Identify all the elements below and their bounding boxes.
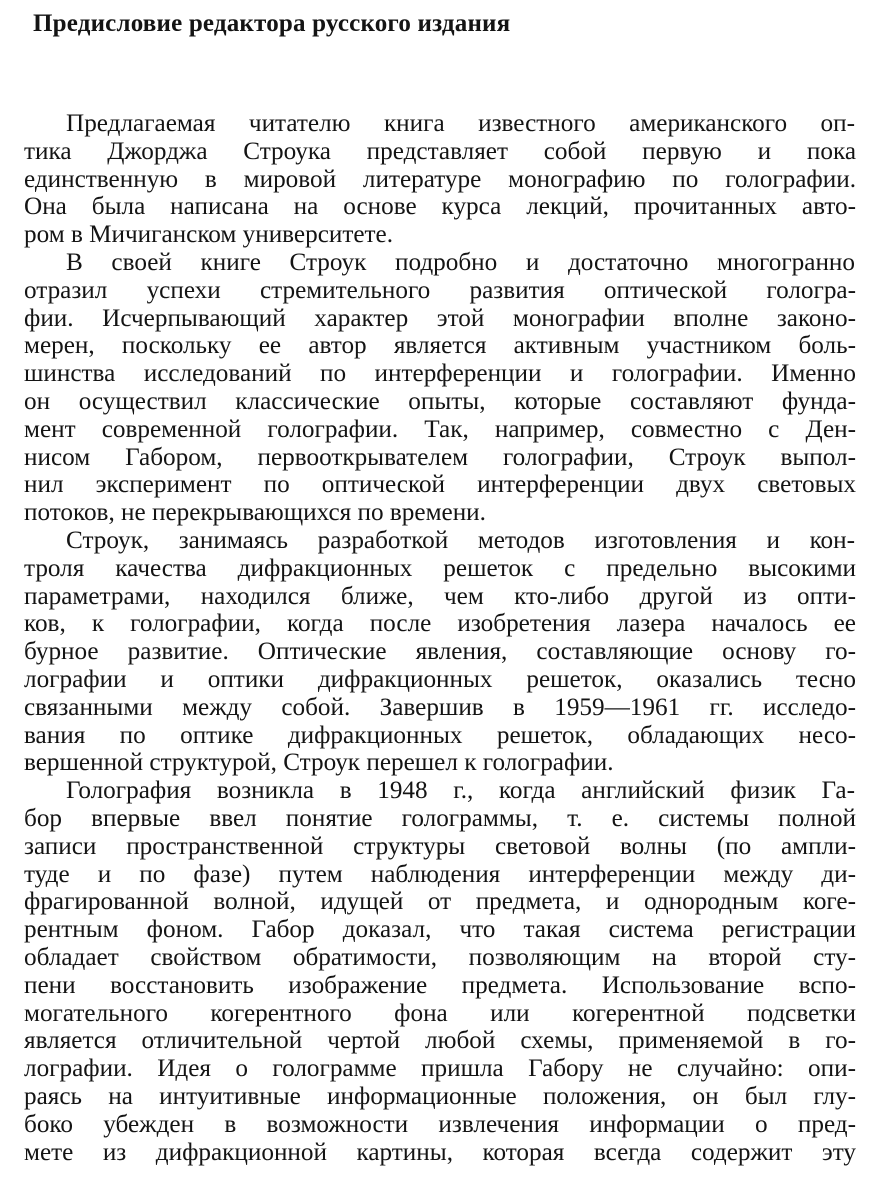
text-line: мете из дифракционной картины, которая всегда содержит эту [24, 1138, 856, 1166]
text-line: туде и по фазе) путем наблюдения интерференции между ди- [24, 860, 856, 888]
text-line: фрагированной волной, идущей от предмета, и однородным коге- [24, 888, 856, 916]
page-heading: Предисловие редактора русского издания [33, 10, 511, 37]
text-line: боко убежден в возможности извлечения информации о пред- [24, 1110, 856, 1138]
text-line: бор впервые ввел понятие голограммы, т. е. системы полной [24, 805, 856, 832]
text-line: тика Джорджа Строука представляет собой первую и пока [24, 137, 856, 165]
text-line: фии. Исчерпывающий характер этой монографии вполне законо- [24, 304, 856, 332]
text-line: могательного когерентного фона или когерентной подсветки [24, 999, 856, 1027]
text-line: вершенной структурой, Строук перешел к голографии. [24, 749, 614, 777]
text-line: вания по оптике дифракционных решеток, обладающих несо- [24, 721, 856, 749]
text-line: Предлагаемая читателю книга известного американского оп- [66, 110, 855, 137]
text-line: Голография возникла в 1948 г., когда английский физик Га- [66, 777, 855, 805]
text-line: является отличительной чертой любой схемы, применяемой в го- [24, 1027, 856, 1055]
text-line: шинства исследований по интерференции и голографии. Именно [24, 360, 856, 388]
text-line: потоков, не перекрывающихся по времени. [24, 499, 486, 527]
text-line: нисом Габором, первооткрывателем голографии, Строук выпол- [24, 443, 856, 471]
text-line: нил эксперимент по оптической интерференции двух световых [24, 471, 856, 499]
text-line: отразил успехи стремительного развития оптической гологра- [24, 276, 856, 304]
text-line: В своей книге Строук подробно и достаточно многогранно [66, 249, 855, 276]
text-line: связанными между собой. Завершив в 1959—1961 гг. исследо- [24, 693, 856, 721]
text-line: троля качества дифракционных решеток с предельно высокими [24, 554, 856, 582]
text-line: лографии и оптики дифракционных решеток, оказались тесно [24, 666, 856, 693]
text-line: Она была написана на основе курса лекций, прочитанных авто- [24, 193, 856, 221]
text-line: записи пространственной структуры световой волны (по ампли- [24, 832, 856, 860]
text-line: ром в Мичиганском университете. [24, 221, 394, 249]
text-line: единственную в мировой литературе монографию по голографии. [24, 165, 856, 193]
text-line: бурное развитие. Оптические явления, составляющие основу го- [24, 638, 856, 666]
text-line: обладает свойством обратимости, позволяющим на второй сту- [24, 944, 856, 971]
text-line: ков, к голографии, когда после изобретения лазера началось ее [24, 610, 856, 638]
text-line: раясь на интуитивные информационные положения, он был глу- [24, 1083, 856, 1110]
text-line: мерен, поскольку ее автор является активным участником боль- [24, 332, 856, 360]
text-line: рентным фоном. Габор доказал, что такая система регистрации [24, 916, 856, 944]
text-line: мент современной голографии. Так, например, совместно с Ден- [24, 415, 856, 443]
text-line: он осуществил классические опыты, которые составляют фунда- [24, 388, 856, 415]
text-line: лографии. Идея о голограмме пришла Габору не случайно: опи- [24, 1055, 856, 1083]
text-line: Строук, занимаясь разработкой методов изготовления и кон- [66, 527, 855, 554]
text-line: пени восстановить изображение предмета. Использование вспо- [24, 971, 856, 999]
text-line: параметрами, находился ближе, чем кто-либо другой из опти- [24, 582, 856, 610]
